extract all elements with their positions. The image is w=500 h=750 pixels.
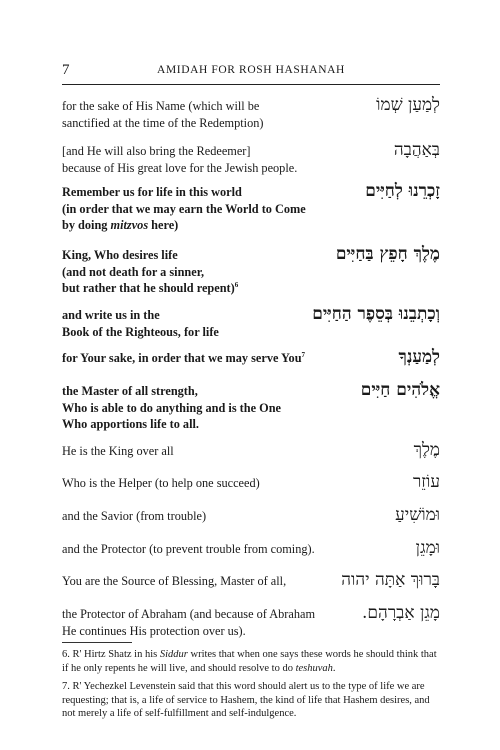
hebrew-text: מֶלֶךְ [413,440,440,460]
footnote-ref-7: 7 [301,350,306,359]
hebrew-text: וּמוֹשִׁיעַ [395,505,440,525]
hebrew-text: וְכָתְבֵנוּ בְּסֵפֶר הַחַיִּים [312,304,440,324]
english-translation: He is the King over all [62,444,174,458]
hebrew-text: עוֹזֵר [412,472,440,492]
hebrew-text: מֶלֶךְ חָפֵץ בַּחַיִּים [335,244,440,264]
hebrew-text: זָכְרֵנוּ לְחַיִּים [365,181,440,201]
page-number: 7 [62,62,70,78]
running-title: AMIDAH FOR ROSH HASHANAH [157,64,345,76]
page-header [62,62,440,82]
hebrew-text: בָּרוּךְ אַתָּה יהוה [341,570,440,590]
english-translation: the Protector of Abraham (and because of Abraham He continues His protection over us). [62,607,316,638]
english-translation: the Master of all strength, Who is able to do anything and is the One Who apportions life to all. [62,384,282,431]
hebrew-text: בְּאַהֲבָה [393,140,440,160]
footnote-6: 6. R' Hirtz Shatz in his Siddur writes that when one says these words he should think that if he only repents he will live, and should resolve to do teshuvah. [62,649,437,674]
english-translation: Who is the Helper (to help one succeed) [62,476,260,490]
hebrew-text: לְמַעַן שְׁמוֹ [376,95,440,115]
hebrew-text: לְמַעַנְךָ [398,347,440,367]
english-translation: and write us in the Book of the Righteous, for life [62,308,219,339]
english-translation: and the Protector (to prevent trouble from coming). [62,542,315,556]
hebrew-text: אֱלֹהִים חַיִּים [360,380,440,400]
english-translation: [and He will also bring the Redeemer] because of His great love for the Jewish people. [62,144,298,175]
hebrew-text: מָגֵן אַבְרָהָם. [362,603,440,623]
header-rule [62,84,440,85]
footnote-rule [62,642,132,643]
footnote-7: 7. R' Yechezkel Levenstein said that this word should alert us to the type of life we are requesting; that is, a life of service to Hashem, the kind of life that Hashem desires, and not merely a life of self-fulfillment and self-indulgence. [62,681,430,719]
english-translation: Remember us for life in this world (in order that we may earn the World to Come by doing mitzvos here) [62,185,306,232]
english-translation: for the sake of His Name (which will be sanctified at the time of the Redemption) [62,99,264,130]
footnote-ref-6: 6 [234,280,239,289]
hebrew-text: וּמָגֵן [415,538,440,558]
english-translation: King, Who desires life (and not death for a sinner, but rather that he should repent)$^6$ [62,248,239,295]
english-translation: You are the Source of Blessing, Master of all, [62,574,287,588]
english-translation: and the Savior (from trouble) [62,509,207,523]
english-translation: for Your sake, in order that we may serve You$^7$ [62,350,306,365]
